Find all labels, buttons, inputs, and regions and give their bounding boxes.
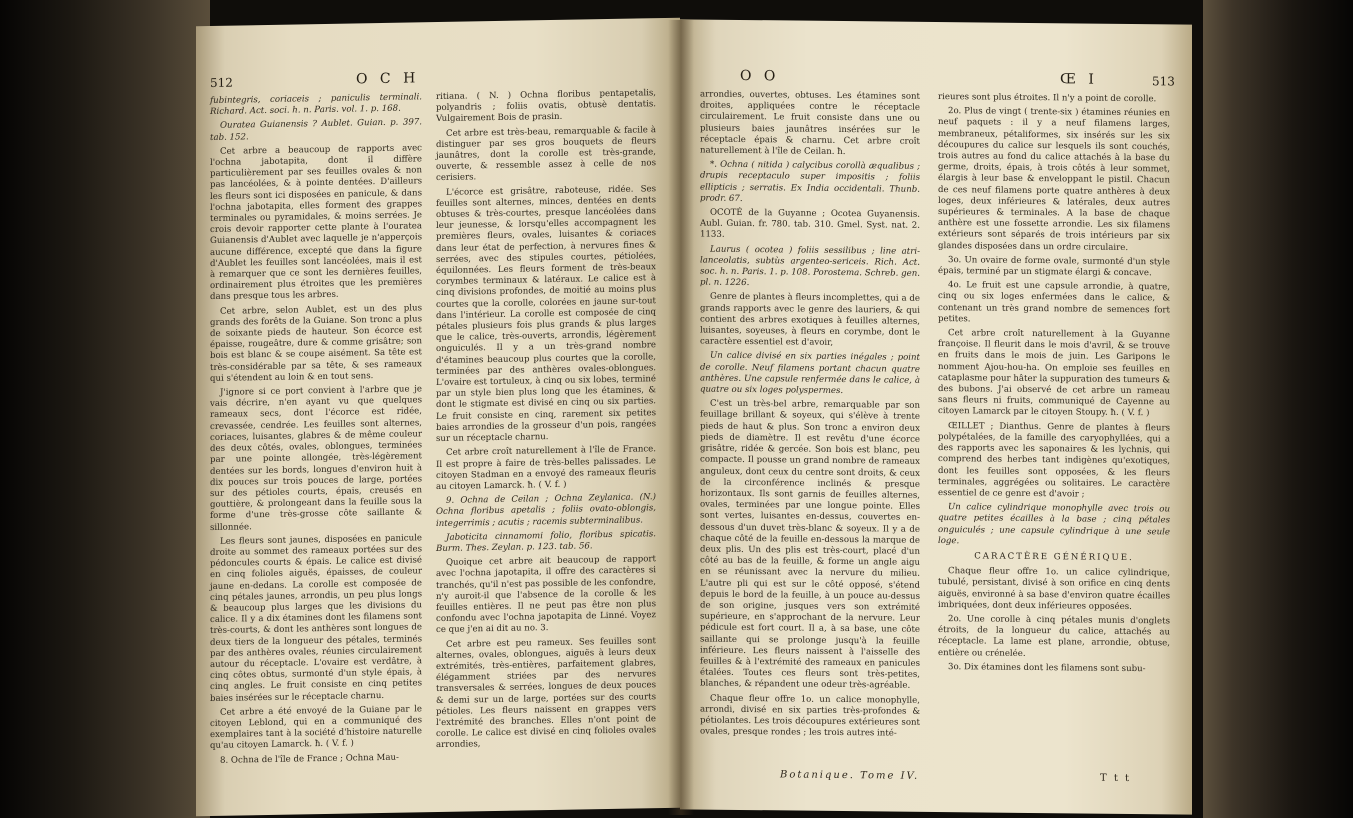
paragraph: Cet arbre a beaucoup de rapports avec l'ochna jabotapita, dont il diffère particulièrement par ses feuilles ovales & non pas lancéolées, & à pointe dentées. D'ailleurs les fleurs sont ici disposées en panicule, & dans l'ochna jabotapita, elles forment des grappes terminales ou pyramidales, & moins serrées. Je crois devoir rapporter cette plante à l'ouratea Guianensis d'Aublet avec laquelle je n'apperçois aucune différence, excepté que dans la figure d'Aublet les feuilles sont lancéolées, mais il est à remarquer que ce sont les dernières feuilles, ordinairement plus étroites que les premières dans presque tous les arbres.	[210, 143, 422, 303]
book-gutter	[668, 20, 694, 815]
paragraph: OCOTÉ de la Guyanne ; Ocotea Guyanensis. Aubl. Guian. fr. 780. tab. 310. Gmel. Syst. nat. 2. 1133.	[700, 207, 920, 241]
paragraph: Cet arbre a été envoyé de la Guiane par le citoyen Leblond, qui en a communiqué des exemplaires tant à la société d'histoire naturelle qu'au citoyen Lamarck. ħ. ( V. f. )	[210, 704, 422, 752]
right-running-head-left: O O	[740, 67, 780, 85]
right-page	[680, 19, 1192, 814]
paragraph: 4o. Le fruit est une capsule arrondie, à quatre, cinq ou six loges enfermées dans le calice, & contenant un très grand nombre de semences fort petites.	[938, 280, 1170, 325]
paragraph: Les fleurs sont jaunes, disposées en panicule droite au sommet des rameaux portées sur des pédoncules courts & épais. Le calice est divisé en cinq folioles aiguës, épaisses, de couleur jaune en-dedans. La corolle est composée de cinq pétales jaunes, arrondis, un peu plus longs & beaucoup plus larges que les divisions du calice. Il y a dix étamines dont les filamens sont très-courts, & dont les anthères sont longues de deux tiers de la longueur des pétales, terminés par des anthères ovales, réunies circulairement autour du réceptacle. L'ovaire est verdâtre, à cinq côtes obtus, surmonté d'un style épais, à cinq angles. Le fruit consiste en cinq petites baies insérées sur le réceptacle charnu.	[210, 532, 422, 704]
paragraph: Cet arbre est très-beau, remarquable & facile à distinguer par ses gros bouquets de fleurs jaunâtres, dont la corolle est très-grande, ouverte, & ressemble assez à celle de nos cerisiers.	[436, 124, 656, 184]
paragraph: Un calice cylindrique monophylle avec trois ou quatre petites écailles à la base ; cinq pétales onguiculés ; une capsule cylindrique à une seule loge.	[938, 502, 1170, 546]
book-edge-right	[1203, 0, 1353, 818]
right-page-number: 513	[1152, 74, 1175, 89]
paragraph: 2o. Plus de vingt ( trente-six ) étamines réunies en neuf paquets : il y a neuf filamens larges, membraneux, pétaliformes, six insérés sur les six découpures du calice sur lesquels ils sont couchés, trois autres au fond du calice attachés à la base du germe, droits, épais, à trois côtés à leur sommet, élargis à leur base & enveloppant le pistil. Chacun de ces neuf filamens porte quatre anthères à deux loges, deux inférieures & latérales, deux autres supérieures & terminales. A la base de chaque anthère est une fossette arrondie. Les six filamens extérieurs sont séparés de trois intérieurs par six glandes disposées dans un ordre circulaire.	[938, 106, 1170, 253]
right-column-2	[938, 92, 1170, 678]
book-edge-left	[0, 0, 210, 818]
paragraph: *. Ochna ( nitida ) calycibus corollà æqualibus ; drupis receptaculo super impositis ; foliis ellipticis ; serratis. Ex India occidentali. Thunb. prodr. 67.	[700, 159, 920, 204]
paragraph: J'ignore si ce port convient à l'arbre que je vais décrire, n'en ayant vu que quelques rameaux secs, dont l'écorce est ridée, crevassée, cendrée. Les feuilles sont alternes, coriaces, luisantes, glabres & de même couleur des deux côtés, ovales, oblongues, terminées par une pointe allongée, très-légèrement dentées sur les bords, longues d'environ huit à dix pouces sur trois pouces de large, portées sur des pétioles courts, épais, creusés en gouttière, & prolongeant dans la feuille sous la forme d'une très-grosse côte saillante & sillonnée.	[210, 384, 422, 533]
paragraph: Cet arbre croît naturellement à la Guyanne françoise. Il fleurit dans le mois d'avril, & se trouve en fruits dans le mois de juin. Les Garipons le nomment Ajou-hou-ha. On emploie ses feuilles en cataplasme pour hâter la suppuration des tumeurs & des bubons. J'ai observé de cet arbre un rameau sans fleurs ni fruits, communiqué de Cayenne au citoyen Lamarck par le citoyen Stoupy. ħ. ( V. f. )	[938, 328, 1170, 419]
paragraph: L'écorce est grisâtre, raboteuse, ridée. Ses feuilles sont alternes, minces, dentées en dents obtuses & très-courtes, presque lancéolées dans leur jeunesse, & lorsqu'elles accompagnent les premières fleurs, ovales, luisantes & coriaces dans leur état de perfection, à nervures fines & serrées, avec des stipules courtes, pétiolées, équilonnées. Les fleurs forment de très-beaux corymbes terminaux & latéraux. Le calice est à cinq divisions profondes, de moitié au moins plus courtes que la corolle, colorées en jaune sur-tout dans l'intérieur. La corolle est composée de cinq pétales plusieurs fois plus grands & plus larges que le calice, très-ouverts, arrondis, légèrement onguiculés. Il y a un très-grand nombre d'étamines beaucoup plus courtes que la corolle, terminées par des anthères ovales-oblongues. L'ovaire est tortuleux, à cinq ou six lobes, terminé par un style bien plus long que les étamines, & dont le stigmate est divisé en cinq ou six parties. Le fruit consiste en cinq, rarement six petites baies arrondies de la grosseur d'un pois, rangées sur un réceptacle charnu.	[436, 183, 656, 445]
paragraph: 3o. Un ovaire de forme ovale, surmonté d'un style épais, terminé par un stigmate élargi & concave.	[938, 254, 1170, 279]
paragraph: 9. Ochna de Ceilan ; Ochna Zeylanica. (N.) Ochna floribus apetalis ; foliis ovato-oblongis, integerrimis ; acutis ; racemis subterminalibus.	[436, 492, 656, 529]
right-running-head-right: Œ I	[1060, 71, 1098, 88]
left-running-head: O C H	[356, 70, 420, 88]
paragraph: Jaboticita cinnamomi folio, floribus spicatis. Burm. Thes. Zeylan. p. 123. tab. 56.	[436, 528, 656, 554]
paragraph: ŒILLET ; Dianthus. Genre de plantes à fleurs polypétalées, de la famille des caryophyllées, qui a des rapports avec les saponaires & les lychnis, qui comprend des herbes tant indigènes qu'exotiques, dont les feuilles sont opposées, & les fleurs terminales, aggrégées ou solitaires. Le caractère essentiel de ce genre est d'avoir ;	[938, 420, 1170, 500]
paragraph: 3o. Dix étamines dont les filamens sont subu-	[948, 661, 1146, 674]
section-heading: CARACTÈRE GÉNÉRIQUE.	[974, 551, 1134, 563]
paragraph: fubintegris, coriaceis ; paniculis terminali. Richard. Act. soci. h. n. Paris. vol. 1. p. 168.	[210, 92, 422, 118]
paragraph: Laurus ( ocotea ) foliis sessilibus ; line atri-lanceolatis, subtùs argenteo-sericeis. Rich. Act. soc. h. n. Paris. 1. p. 108. Porostema. Schreb. gen. pl. n. 1226.	[700, 244, 920, 289]
left-column-1	[210, 92, 422, 769]
paragraph: Cet arbre croît naturellement à l'île de France. Il est propre à faire de très-belles palissades. Le citoyen Stadman en a envoyé des rameaux fleuris au citoyen Lamarck. ħ. ( V. f. )	[436, 444, 656, 492]
paragraph: Genre de plantes à fleurs incomplettes, qui a de grands rapports avec le genre des lauriers, & qui contient des arbres exotiques à feuilles alternes, luisantes, soyeuses, à fleurs en corymbe, dont le caractère essentiel est d'avoir,	[700, 292, 920, 349]
paragraph: Un calice divisé en six parties inégales ; point de corolle. Neuf filamens portant chacun quatre anthères. Une capsule renfermée dans le calice, à quatre ou six loges polyspermes.	[700, 351, 920, 397]
left-page	[196, 18, 680, 816]
left-column-2	[436, 88, 656, 754]
right-column-1	[700, 90, 920, 744]
paragraph: Ouratea Guianensis ? Aublet. Guian. p. 397. tab. 152.	[210, 117, 422, 143]
paragraph: arrondies, ouvertes, obtuses. Les étamines sont droites, appliquées contre le réceptacle circulairement. Le fruit consiste dans une ou plusieurs baies jaunâtres insérées sur le réceptacle épais & charnu. Cet arbre croît naturellement à l'île de Ceilan. ħ.	[700, 89, 920, 158]
footer-volume: Botanique. Tome IV.	[780, 769, 920, 782]
paragraph: Cet arbre, selon Aublet, est un des plus grands des forêts de la Guiane. Son tronc a plus de soixante pieds de hauteur. Son écorce est épaisse, rougeâtre, dure & comme grisâtre; son bois est blanc & se coupe aisément. Sa tête est très-considérable par sa tête, & ses rameaux qui s'étendent au loin & en tout sens.	[210, 302, 422, 384]
footer-signature: T t t	[1100, 772, 1132, 785]
paragraph: Cet arbre est peu rameux. Ses feuilles sont alternes, ovales, oblongues, aiguës à leurs deux extrémités, très-entières, parfaitement glabres, élégamment striées par des nervures transversales & serrées, longues de deux pouces & demi sur un de large, portées sur des courts pétioles. Les fleurs naissent en grappes vers l'extrémité des branches. Elles n'ont point de corolle. Le calice est divisé en cinq folioles ovales arrondies,	[436, 635, 656, 751]
paragraph: 8. Ochna de l'île de France ; Ochna Mau-	[220, 752, 399, 766]
left-page-number: 512	[210, 75, 233, 90]
paragraph: Quoique cet arbre ait beaucoup de rapport avec l'ochna japotapita, il offre des caractères si tranchés, qu'il n'est pas possible de les confondre, n'y auroit-il que l'absence de la corolle & les feuilles entières. Il ne peut pas être non plus confondu avec l'ochna japotapita de Linné. Voyez ce que j'en ai dit au no. 3.	[436, 554, 656, 636]
paragraph: 2o. Une corolle à cinq pétales munis d'onglets étroits, de la longueur du calice, attachés au réceptacle. La lame est plane, arrondie, obtuse, entière ou crénelée.	[938, 614, 1170, 659]
paragraph: ritiana. ( N. ) Ochna floribus pentapetalis, polyandris ; foliis ovatis, obtusè dentatis. Vulgairement Bois de prasin.	[436, 88, 656, 125]
paragraph: Chaque fleur offre 1o. un calice monophylle, arrondi, divisé en six parties très-profondes & pétiolantes. Les trois découpures extérieures sont ovales, presque rondes ; les trois autres inté-	[700, 693, 920, 739]
paragraph: Chaque fleur offre 1o. un calice cylindrique, tubulé, persistant, divisé à son orifice en cinq dents aiguës, environné à sa base d'environ quatre écailles imbriquées, dont deux inférieures opposées.	[938, 566, 1170, 612]
paragraph: rieures sont plus étroites. Il n'y a point de corolle.	[938, 92, 1157, 105]
paragraph: C'est un très-bel arbre, remarquable par son feuillage brillant & soyeux, qui s'élève à trente pieds de haut & plus. Son tronc a environ deux pieds de diamètre. Il est revêtu d'une écorce grisâtre, ridée & gercée. Son bois est blanc, peu compacte. Il pousse un grand nombre de rameaux anguleux, dont ceux du centre sont droits, & ceux de la circonférence inclinés & presque horizontaux. Ils sont garnis de feuilles alternes, ovales, terminées par une longue pointe. Elles sont vertes, luisantes en-dessus, couvertes en-dessous d'un duvet très-blanc & soyeux. Il y a de chaque côté de la feuille en-dessous la marque de deux plis. Un des plis est très-court, placé d'un côté au bas de la feuille, & forme un angle aigu en se réunissant avec la nervure du milieu. L'autre pli qui est sur le côté opposé, s'étend depuis le bord de la feuille, à un pouce au-dessus de son origine, jusques vers son extrémité supérieure, en s'approchant de la nervure. Leur pédicule est fort court. Il a, à sa base, une côte saillante qui se prolonge jusqu'à la feuille inférieure. Les fleurs naissent à l'aisselle des feuilles & à l'extrémité des rameaux en panicules étalées. Toutes ces fleurs sont très-petites, blanches, & répandent une odeur très-agréable.	[700, 398, 920, 692]
